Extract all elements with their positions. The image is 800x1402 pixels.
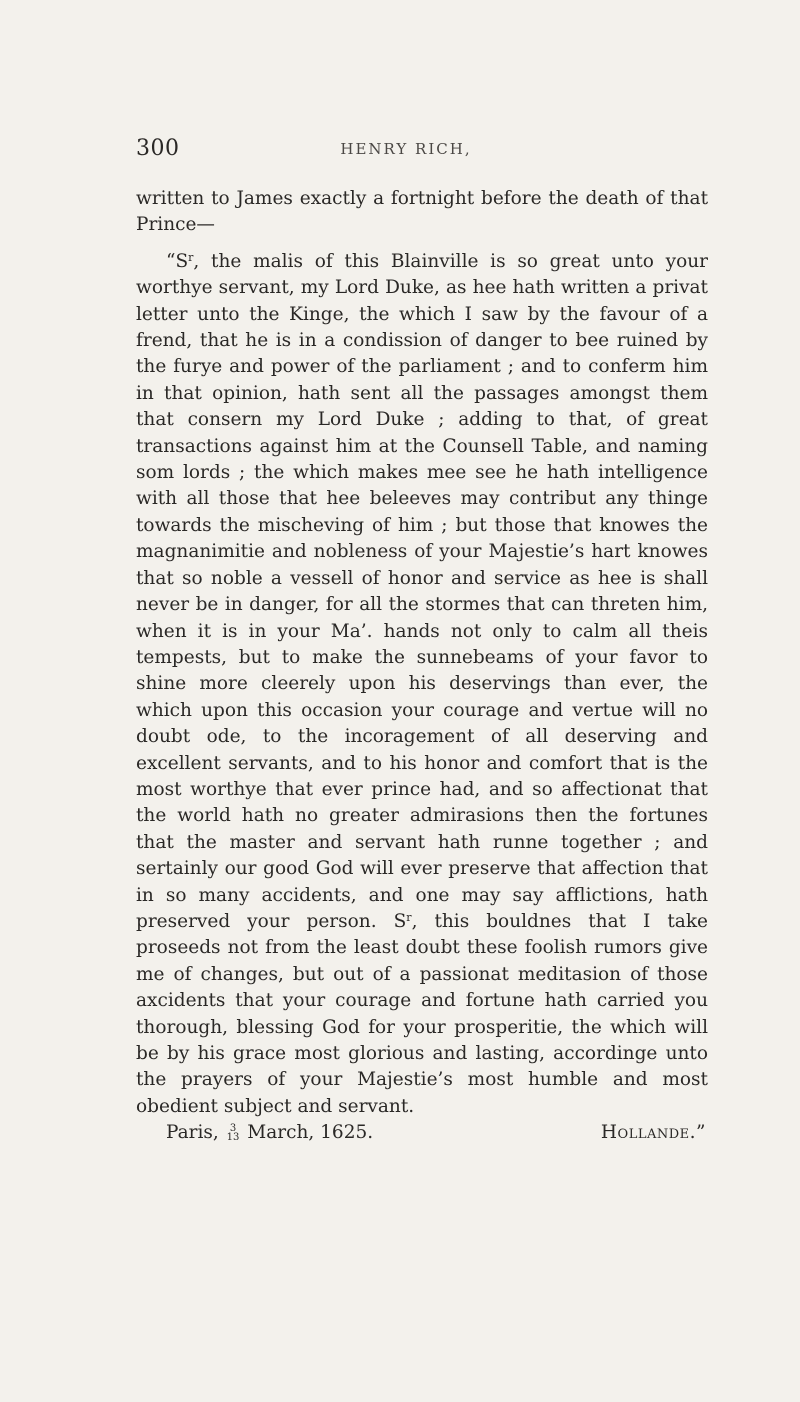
signoff-line (136, 1120, 708, 1146)
letter-paragraph (136, 249, 708, 1120)
open-quote: “ (166, 250, 176, 272)
body-text (136, 186, 708, 1147)
page-header (136, 136, 676, 172)
signature: Hollande.” (600, 1122, 706, 1144)
page-number: 300 (136, 136, 180, 161)
date-fraction (227, 1124, 240, 1142)
date-numerator: 3 (229, 1123, 237, 1135)
letter-part-2: , this bouldnes that I take proseeds not from the least doubt these foolish rumors give me of changes, but out of a passionat meditasion of those axcidents that your courage and fortune hath carried you thorough, blessing God for your prosperitie, the which will be by his grace most glorious and lasting, accordinge unto the prayers of your Majestie’s most humble and most obedient subject and servant. (136, 910, 708, 1117)
month-year: March, 1625. (247, 1122, 374, 1144)
sir-abbrev-2: S (393, 910, 407, 932)
intro-text: written to James exactly a fortnight before the death of that Prince— (136, 188, 708, 236)
sir-superscript: r (188, 250, 194, 264)
intro-paragraph (136, 186, 708, 239)
date-denominator: 13 (226, 1132, 240, 1144)
sir-abbrev: S (175, 250, 189, 272)
date-line (166, 1120, 373, 1146)
letter-part-1: , the malis of this Blainville is so great unto your worthye servant, my Lord Duke, as hee hath written a privat letter unto the Kinge, the which I saw by the favour of a frend, that he is in a condission of danger to bee ruined by the furye and power of the parliament ; and to conferm him in that opinion, hath sent all the passages amongst them that consern my Lord Duke ; adding to that, of great transactions against him at the Counsell Table, and naming som lords ; the which makes mee see he hath intelligence with all those that hee beleeves may contribut any thinge towards the mischeving of him ; but those that knowes the magnanimitie and nobleness of your Majestie’s hart knowes that so noble a vessell of honor and service as hee is shall never be in danger, for all the stormes that can threten him, when it is in your Ma’. hands not only to calm all theis tempests, but to make the sunnebeams of your favor to shine more cleerely upon his deservings than ever, the which upon this occasion your courage and vertue will no doubt ode, to the incoragement of all deserving and excellent servants, and to his honor and comfort that is the most worthye that ever prince had, and so affectionat that the world hath no greater admirasions then the fortunes that the master and servant hath runne together ; and sertainly our good God will ever preserve that affection that in so many accidents, and one may say afflictions, hath preserved your person. (136, 250, 708, 932)
running-head: HENRY RICH, (340, 140, 472, 158)
place: Paris, (166, 1122, 219, 1144)
sir-superscript-2: r (406, 910, 412, 924)
